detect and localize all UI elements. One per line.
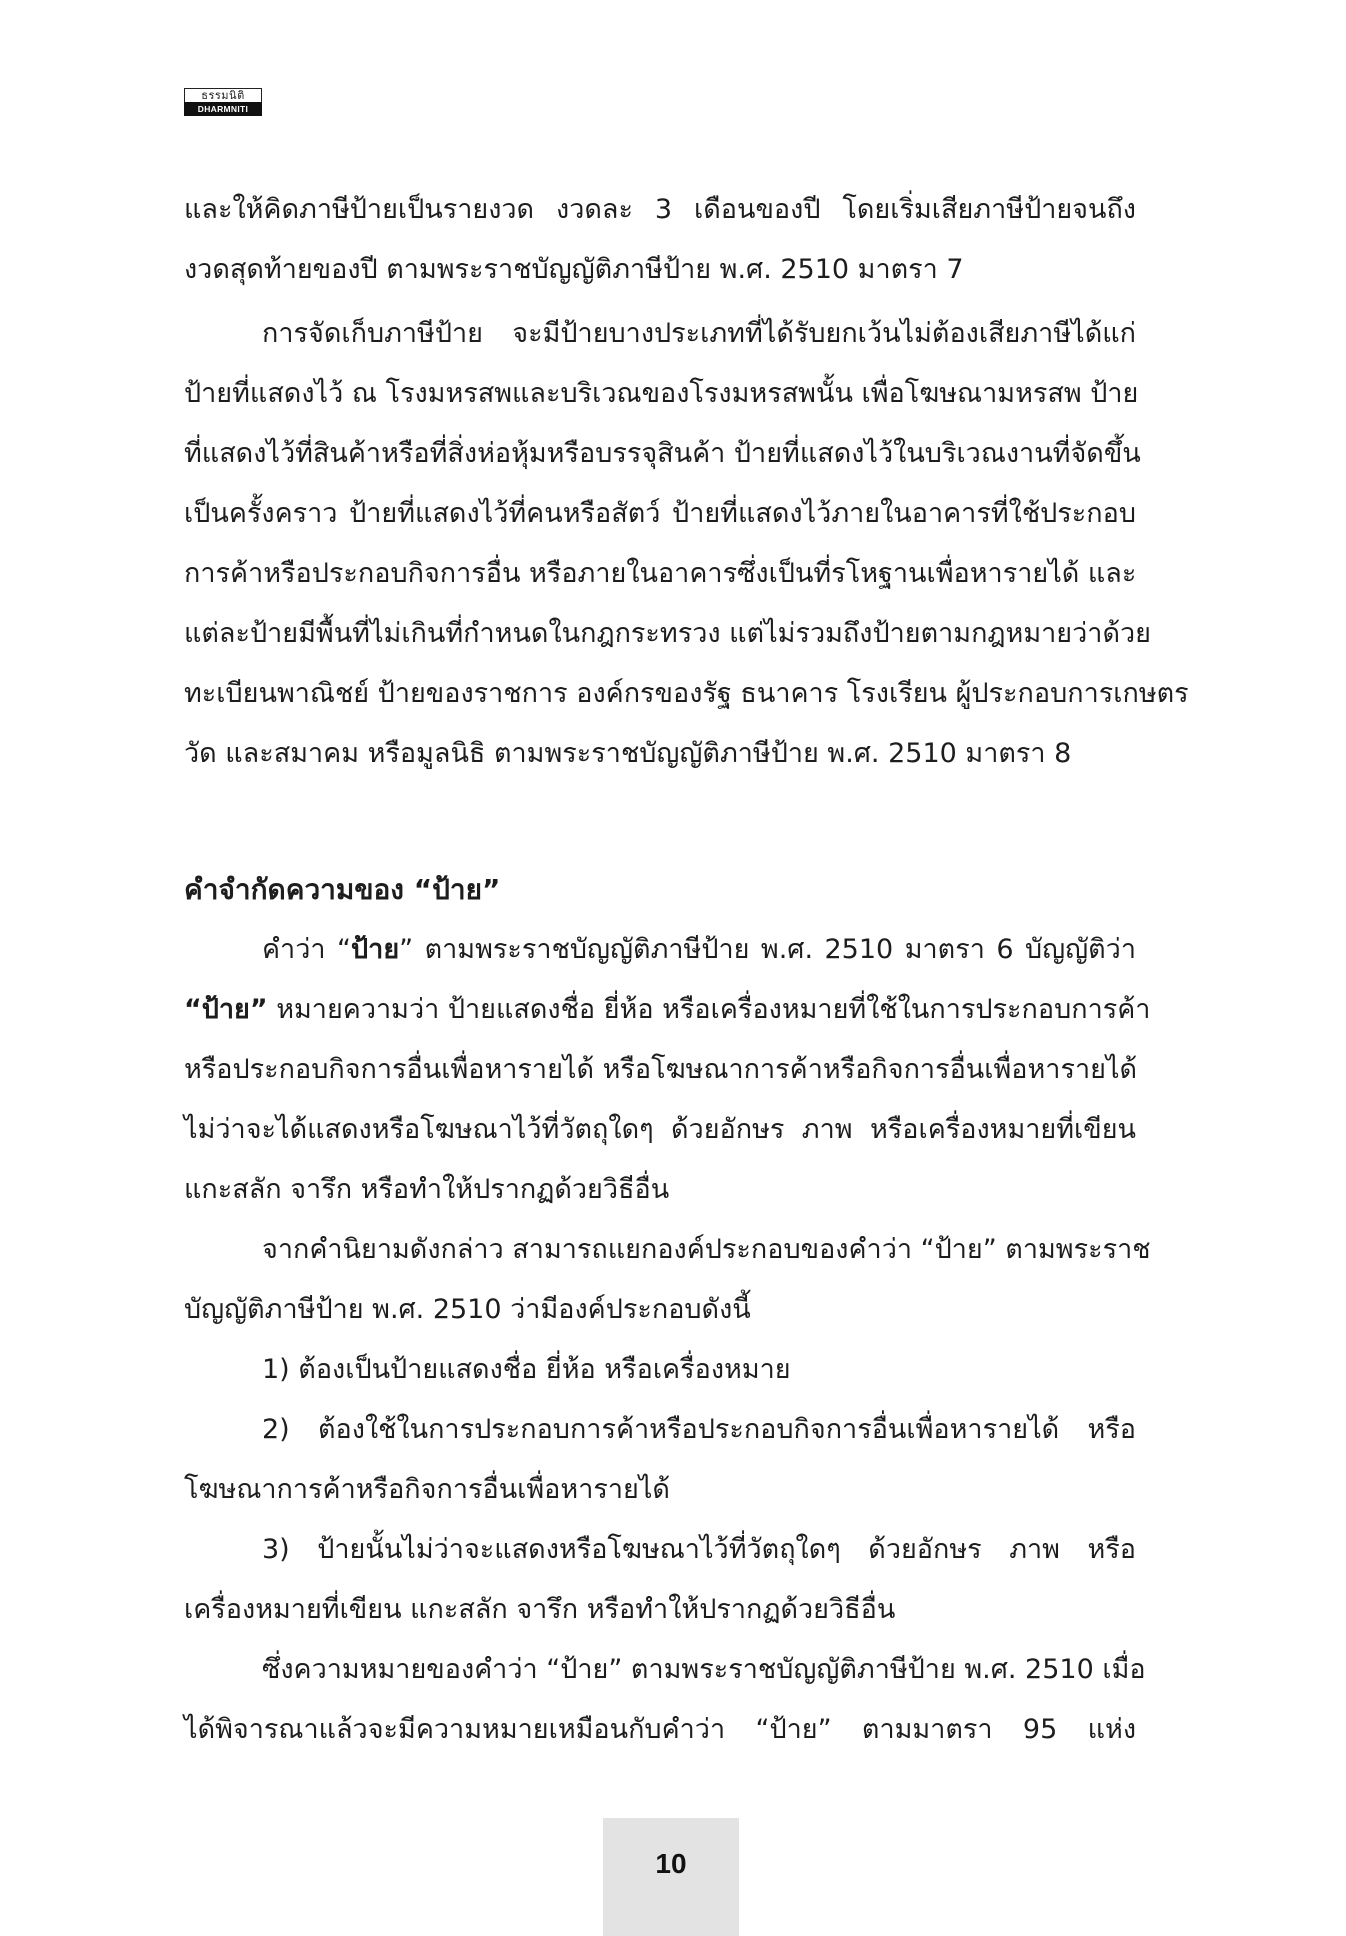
- logo-english-text: DHARMNITI: [184, 102, 262, 116]
- bold-term: “ป้าย”: [184, 994, 268, 1025]
- text-segment: ” ตามพระราชบัญญัติภาษีป้าย พ.ศ. 2510 มาตรา 6 บัญญัติว่า: [399, 934, 1136, 965]
- text-line: ที่แสดงไว้ที่สินค้าหรือที่สิ่งห่อหุ้มหรือบรรจุสินค้า ป้ายที่แสดงไว้ในบริเวณงานที่จัดขึ้น: [184, 438, 1141, 469]
- list-item: 2) ต้องใช้ในการประกอบการค้าหรือประกอบกิจการอื่นเพื่อหารายได้ หรือ: [262, 1414, 1136, 1445]
- text-line: และให้คิดภาษีป้ายเป็นรายงวด งวดละ 3 เดือนของปี โดยเริ่มเสียภาษีป้ายจนถึง: [184, 194, 1136, 225]
- text-segment: หมายความว่า ป้ายแสดงชื่อ ยี่ห้อ หรือเครื่องหมายที่ใช้ในการประกอบการค้า: [267, 994, 1151, 1025]
- text-line: หรือประกอบกิจการอื่นเพื่อหารายได้ หรือโฆษณาการค้าหรือกิจการอื่นเพื่อหารายได้: [184, 1054, 1138, 1085]
- publisher-logo: [184, 88, 262, 118]
- text-line: ไม่ว่าจะได้แสดงหรือโฆษณาไว้ที่วัตถุใดๆ ด้วยอักษร ภาพ หรือเครื่องหมายที่เขียน: [184, 1114, 1136, 1145]
- list-item-continuation: โฆษณาการค้าหรือกิจการอื่นเพื่อหารายได้: [184, 1474, 670, 1505]
- list-item: 1) ต้องเป็นป้ายแสดงชื่อ ยี่ห้อ หรือเครื่องหมาย: [262, 1354, 791, 1385]
- list-item-continuation: เครื่องหมายที่เขียน แกะสลัก จารึก หรือทำให้ปรากฏด้วยวิธีอื่น: [184, 1594, 896, 1625]
- text-line: [184, 920, 1136, 980]
- text-line: เป็นครั้งคราว ป้ายที่แสดงไว้ที่คนหรือสัตว์ ป้ายที่แสดงไว้ภายในอาคารที่ใช้ประกอบ: [184, 498, 1136, 529]
- section-heading: [184, 860, 1136, 920]
- paragraph-5: [184, 1640, 1146, 1760]
- text-line: ได้พิจารณาแล้วจะมีความหมายเหมือนกับคำว่า “ป้าย” ตามมาตรา 95 แห่ง: [184, 1714, 1136, 1745]
- text-line: งวดสุดท้ายของปี ตามพระราชบัญญัติภาษีป้าย พ.ศ. 2510 มาตรา 7: [184, 254, 964, 285]
- bold-term: ป้าย: [351, 934, 400, 965]
- text-line: ป้ายที่แสดงไว้ ณ โรงมหรสพและบริเวณของโรงมหรสพนั้น เพื่อโฆษณามหรสพ ป้าย: [184, 378, 1139, 409]
- text-segment: คำว่า “: [262, 934, 352, 965]
- paragraph-1: [184, 180, 1136, 300]
- definition-paragraph: [184, 920, 1151, 1220]
- text-line: วัด และสมาคม หรือมูลนิธิ ตามพระราชบัญญัติภาษีป้าย พ.ศ. 2510 มาตรา 8: [184, 738, 1072, 769]
- text-line: การจัดเก็บภาษีป้าย จะมีป้ายบางประเภทที่ได้รับยกเว้นไม่ต้องเสียภาษีได้แก่: [262, 318, 1136, 349]
- text-line: จากคำนิยามดังกล่าว สามารถแยกองค์ประกอบของคำว่า “ป้าย” ตามพระราช: [262, 1234, 1151, 1265]
- text-line: แกะสลัก จารึก หรือทำให้ปรากฏด้วยวิธีอื่น: [184, 1174, 670, 1205]
- text-line: [184, 980, 1151, 1040]
- text-line: ทะเบียนพาณิชย์ ป้ายของราชการ องค์กรของรัฐ ธนาคาร โรงเรียน ผู้ประกอบการเกษตร: [184, 678, 1189, 709]
- text-line: การค้าหรือประกอบกิจการอื่น หรือภายในอาคารซึ่งเป็นที่รโหฐานเพื่อหารายได้ และ: [184, 558, 1137, 589]
- logo-thai-text: ธรรมนิติ: [184, 88, 262, 102]
- paragraph-4: [184, 1220, 1151, 1340]
- heading-text: คำจำกัดความของ “ป้าย”: [184, 873, 501, 906]
- text-line: แต่ละป้ายมีพื้นที่ไม่เกินที่กำหนดในกฎกระทรวง แต่ไม่รวมถึงป้ายตามกฎหมายว่าด้วย: [184, 618, 1151, 649]
- paragraph-2: [184, 304, 1189, 784]
- element-list: [184, 1340, 1136, 1640]
- text-line: บัญญัติภาษีป้าย พ.ศ. 2510 ว่ามีองค์ประกอบดังนี้: [184, 1294, 751, 1325]
- page-number: 10: [603, 1818, 739, 1936]
- text-line: ซึ่งความหมายของคำว่า “ป้าย” ตามพระราชบัญญัติภาษีป้าย พ.ศ. 2510 เมื่อ: [262, 1654, 1146, 1685]
- list-item: 3) ป้ายนั้นไม่ว่าจะแสดงหรือโฆษณาไว้ที่วัตถุใดๆ ด้วยอักษร ภาพ หรือ: [262, 1534, 1136, 1565]
